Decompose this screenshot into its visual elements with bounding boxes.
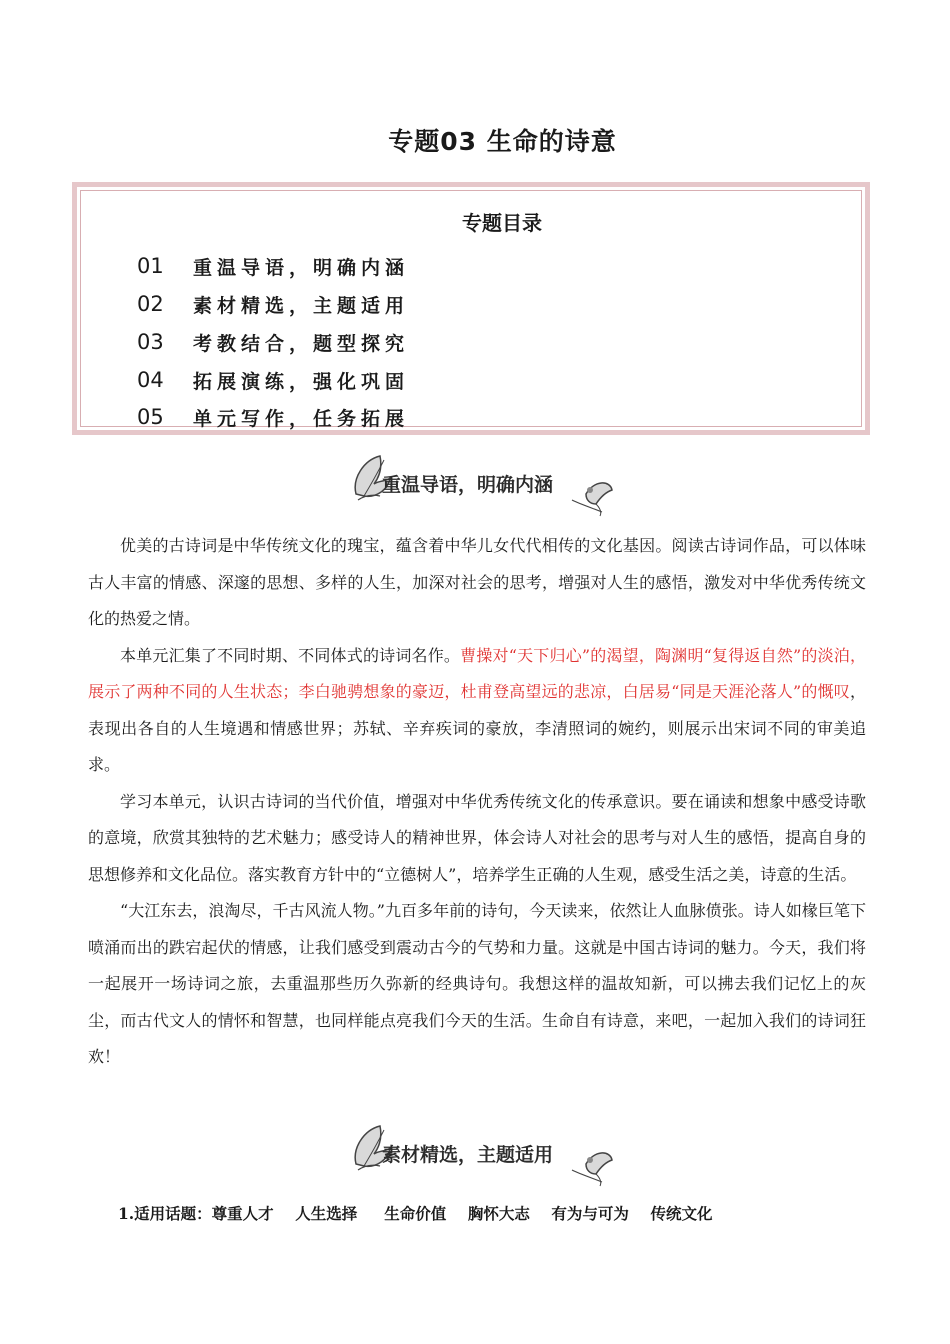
text-span: ，表现出各自的人生境遇和情感世界；苏轼、辛弃疾词的豪放，李清照词的婉约，则展示出宋词不同的审美追求。 (88, 682, 866, 774)
toc-item (137, 365, 409, 395)
section-banner-1-text: 重温导语，明确内涵 (382, 474, 554, 496)
toc-item (137, 327, 409, 357)
toc-item-text: 考教结合，题型探究 (193, 332, 410, 355)
toc-item-number: 03 (137, 330, 164, 354)
section-banner-2-text: 素材精选，主题适用 (382, 1144, 554, 1166)
toc-item-number: 01 (137, 254, 164, 278)
toc-box (72, 182, 870, 435)
intro-text (88, 528, 866, 1076)
toc-item (137, 251, 409, 281)
toc-item-text: 重温导语，明确内涵 (193, 256, 410, 279)
paragraph (88, 638, 866, 784)
toc-item (137, 289, 409, 319)
section-banner-2 (350, 1120, 620, 1190)
toc-item-text: 素材精选，主题适用 (193, 294, 410, 317)
page-title: 专题03 生命的诗意 (388, 127, 617, 156)
toc-item-number: 04 (137, 368, 164, 392)
toc-item-number: 05 (137, 405, 164, 429)
text-span: 本单元汇集了不同时期、不同体式的诗词名作。 (120, 645, 461, 665)
toc-item-text: 拓展演练，强化巩固 (193, 370, 410, 393)
section-banner-1 (350, 450, 620, 520)
topics-line: 1.适用话题：尊重人才 人生选择 生命价值 胸怀大志 有为与可为 传统文化 (118, 1204, 713, 1223)
toc-item-text: 单元写作，任务拓展 (193, 407, 410, 430)
toc-item (137, 402, 409, 432)
paragraph: 优美的古诗词是中华传统文化的瑰宝，蕴含着中华儿女代代相传的文化基因。阅读古诗词作品，可以体味古人丰富的情感、深邃的思想、多样的人生，加深对社会的思考，增强对人生的感悟，激发对中华优秀传统文化的热爱之情。 (88, 536, 866, 628)
toc-item-number: 02 (137, 292, 164, 316)
paragraph: 学习本单元，认识古诗词的当代价值，增强对中华优秀传统文化的传承意识。要在诵读和想象中感受诗歌的意境，欣赏其独特的艺术魅力；感受诗人的精神世界，体会诗人对社会的思考与对人生的感悟，提高自身的思想修养和文化品位。落实教育方针中的“立德树人”，培养学生正确的人生观，感受生活之美，诗意的生活。 (88, 791, 866, 884)
paragraph: “大江东去，浪淘尽，千古风流人物。”九百多年前的诗句，今天读来，依然让人血脉偾张。诗人如椽巨笔下喷涌而出的跌宕起伏的情感，让我们感受到震动古今的气势和力量。这就是中国古诗词的魅力。今天，我们将一起展开一场诗词之旅，去重温那些历久弥新的经典诗句。我想这样的温故知新，可以拂去我们记忆上的灰尘，而古代文人的情怀和智慧，也同样能点亮我们今天的生活。生命自有诗意，来吧，一起加入我们的诗词狂欢！ (88, 901, 866, 1066)
toc-heading: 专题目录 (462, 211, 542, 235)
highlight-text: 曹操对“天下归心”的渴望，陶渊明“复得返自然”的淡泊，展示了两种不同的人生状态；李白驰骋想象的豪迈，杜甫登高望远的悲凉，白居易“同是天涯沦落人”的慨叹 (88, 645, 866, 701)
